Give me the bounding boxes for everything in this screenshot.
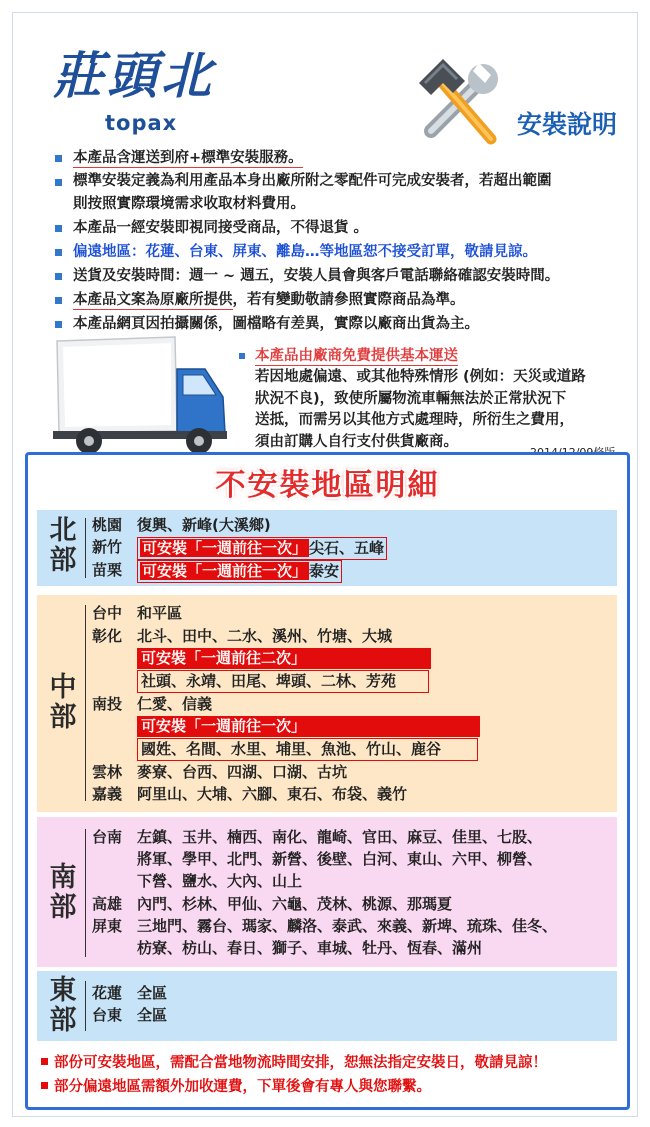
region-north bbox=[37, 510, 617, 586]
footer-note: 部分偏遠地區需額外加收運費，下單後會有專人與您聯繫。 bbox=[41, 1075, 431, 1096]
area-list: 阿里山、大埔、六腳、東石、布袋、義竹 bbox=[137, 785, 408, 803]
region-east bbox=[37, 971, 617, 1041]
area-list: 三地門、霧台、瑪家、麟洛、泰武、來義、新埤、琉珠、佳冬、 bbox=[137, 917, 558, 935]
city-label: 花蓮 bbox=[92, 984, 123, 1002]
area-list: 復興、新峰(大溪鄉) bbox=[137, 516, 271, 534]
footer-note: 部份可安裝地區，需配合當地物流時間安排，恕無法指定安裝日，敬請見諒！ bbox=[41, 1051, 547, 1072]
delivery-truck-icon bbox=[53, 333, 233, 458]
page-title: 安裝說明 bbox=[517, 110, 618, 139]
areas-title: 不安裝地區明細 bbox=[215, 468, 440, 503]
city-label: 桃園 bbox=[92, 516, 123, 534]
area-list: 枋寮、枋山、春日、獅子、車城、牡丹、恆春、滿州 bbox=[137, 939, 483, 957]
notice-item: 偏遠地區：花蓮、台東、屏東、離島…等地區恕不接受訂單，敬請見諒。 bbox=[55, 240, 635, 264]
notice-list bbox=[55, 146, 635, 336]
shipping-note-line: 狀況不良)，致使所屬物流車輛無法於正常狀況下 bbox=[255, 390, 567, 407]
wrench-hammer-icon bbox=[413, 53, 513, 153]
notice-item: 送貨及安裝時間：週一 ~ 週五，安裝人員會與客戶電話聯絡確認安裝時間。 bbox=[55, 264, 635, 288]
region-south bbox=[37, 817, 617, 967]
notice-item: 本產品文案為原廠所提供，若有變動敬請參照實際商品為準。 bbox=[55, 288, 635, 312]
shipping-note bbox=[245, 346, 635, 453]
region-name: 南部 bbox=[49, 862, 77, 923]
area-list: 可安裝「一週前往一次」 泰安 bbox=[137, 560, 342, 583]
city-label: 高雄 bbox=[92, 895, 123, 913]
city-label: 台東 bbox=[92, 1006, 123, 1024]
area-list: 全區 bbox=[137, 1006, 168, 1024]
shipping-note-line: 若因地處偏遠、或其他特殊情形 (例如：天災或道路 bbox=[255, 369, 586, 385]
area-list: 內門、杉林、甲仙、六龜、茂林、桃源、那瑪夏 bbox=[137, 895, 453, 913]
area-list: 全區 bbox=[137, 984, 168, 1002]
city-label: 台中 bbox=[92, 604, 123, 622]
notice-item: 本產品含運送到府+標準安裝服務。 bbox=[55, 146, 635, 170]
region-central bbox=[37, 595, 617, 812]
city-label: 嘉義 bbox=[92, 785, 123, 803]
area-list: 和平區 bbox=[137, 604, 183, 622]
no-install-areas-panel bbox=[25, 452, 630, 1110]
city-label: 彰化 bbox=[92, 627, 123, 645]
area-list: 可安裝「一週前往一次」 尖石、五峰 bbox=[137, 537, 387, 560]
area-list: 社頭、永靖、田尾、埤頭、二林、芳苑 bbox=[137, 670, 429, 693]
install-schedule-tag: 可安裝「一週前往一次」 bbox=[142, 562, 308, 580]
area-list: 麥寮、台西、四湖、口湖、古坑 bbox=[137, 763, 348, 781]
area-list: 國姓、名間、水里、埔里、魚池、竹山、鹿谷 bbox=[137, 738, 478, 761]
city-label: 南投 bbox=[92, 695, 123, 713]
notice-item: 本產品網頁因拍攝關係，圖檔略有差異，實際以廠商出貨為主。 bbox=[55, 312, 635, 336]
install-schedule-tag: 可安裝「一週前往二次」 bbox=[137, 648, 431, 669]
brand-logo-en: topax bbox=[105, 111, 178, 135]
notice-item: 標準安裝定義為利用產品本身出廠所附之零配件可完成安裝者，若超出範圍 則按照實際環境需求收取材料費用。 bbox=[55, 170, 635, 216]
install-schedule-tag: 可安裝「一週前往一次」 bbox=[142, 539, 308, 557]
shipping-note-heading: 本產品由廠商免費提供基本運送 bbox=[245, 346, 635, 367]
city-label: 雲林 bbox=[92, 763, 123, 781]
area-list: 下營、鹽水、大內、山上 bbox=[137, 872, 303, 890]
city-label: 苗栗 bbox=[92, 561, 123, 579]
notice-item: 本產品一經安裝即視同接受商品，不得退貨 。 bbox=[55, 216, 635, 240]
install-schedule-tag: 可安裝「一週前往一次」 bbox=[137, 716, 480, 737]
city-label: 屏東 bbox=[92, 917, 123, 935]
area-list: 北斗、田中、二水、溪州、竹塘、大城 bbox=[137, 627, 393, 645]
region-name: 中部 bbox=[49, 672, 77, 733]
area-list: 左鎮、玉井、楠西、南化、龍崎、官田、麻豆、佳里、七股、 bbox=[137, 828, 543, 846]
region-name: 北部 bbox=[49, 515, 77, 576]
area-list: 仁愛、信義 bbox=[137, 695, 213, 713]
area-list: 將軍、學甲、北門、新營、後壁、白河、東山、六甲、柳營、 bbox=[137, 850, 543, 868]
city-label: 台南 bbox=[92, 828, 123, 846]
shipping-note-line: 須由訂購人自行支付供貨廠商。 bbox=[255, 433, 458, 450]
brand-logo-cn: 莊頭北 bbox=[53, 46, 215, 105]
region-name: 東部 bbox=[49, 975, 77, 1036]
shipping-note-line: 送抵，而需另以其他方式處理時，所衍生之費用， bbox=[255, 412, 574, 428]
city-label: 新竹 bbox=[92, 538, 123, 556]
